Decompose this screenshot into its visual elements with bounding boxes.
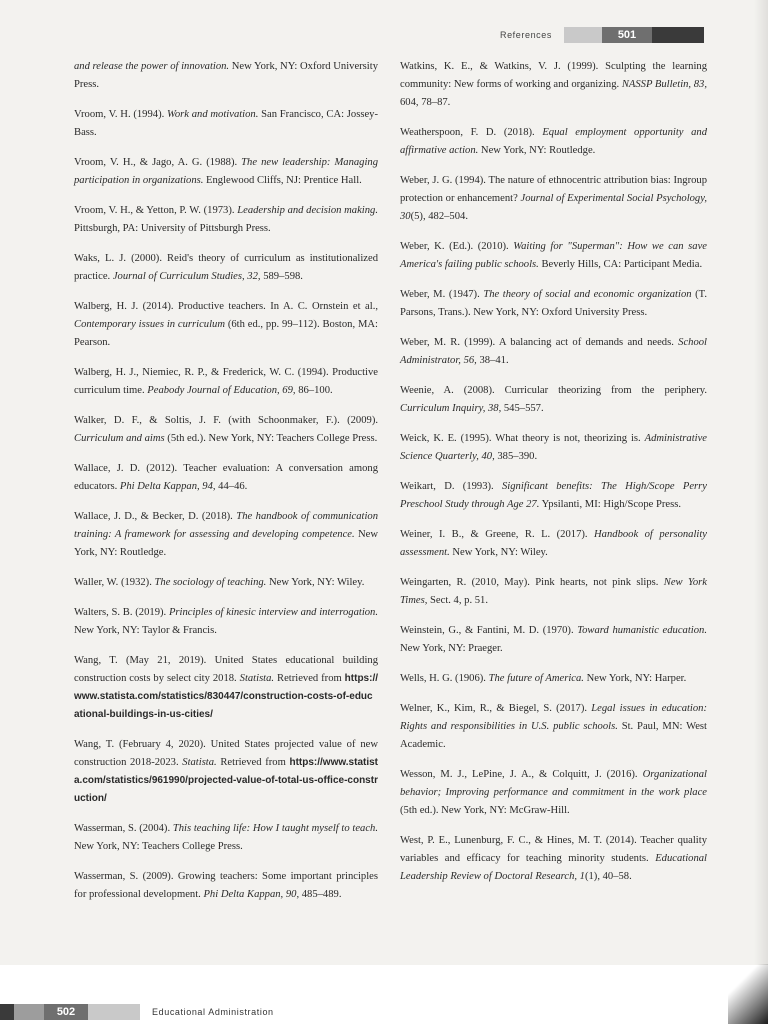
reference-entry [400, 238, 707, 274]
reference-entry [400, 334, 707, 370]
reference-text: 485–489. [299, 889, 342, 900]
reference-title: Journal of Curriculum Studies, 32, [112, 271, 261, 282]
running-footer [0, 1004, 768, 1020]
reference-text: Weiner, I. B., & Greene, R. L. (2017). [400, 529, 595, 540]
reference-entry [74, 106, 378, 142]
references-left-column [74, 58, 378, 916]
reference-text: Wells, H. G. (1906). [400, 673, 489, 684]
reference-text: Weber, M. (1947). [400, 289, 484, 300]
reference-title: School Administrator, 56, [400, 337, 707, 366]
reference-text: Englewood Cliffs, NJ: Prentice Hall. [203, 175, 362, 186]
reference-entry [74, 652, 378, 724]
reference-text: Wallace, J. D., & Becker, D. (2018). [74, 511, 237, 522]
reference-title: Educational Leadership Review of Doctoral Research, 1 [400, 853, 707, 882]
reference-entry [74, 154, 378, 190]
reference-entry [400, 574, 707, 610]
reference-text: Weber, M. R. (1999). A balancing act of demands and needs. [400, 337, 679, 348]
reference-title: Waiting for "Superman": How we can save America's failing public schools. [400, 241, 707, 270]
reference-text: Retrieved from [274, 673, 345, 684]
reference-title: The sociology of teaching. [154, 577, 267, 588]
reference-entry [74, 820, 378, 856]
reference-title: Legal issues in education: Rights and responsibilities in U.S. public schools. [400, 703, 708, 732]
reference-text: Watkins, K. E., & Watkins, V. J. (1999). Sculpting the learning community: New forms of working and organizing. [400, 61, 707, 90]
reference-entry [400, 430, 707, 466]
footer-decor-bar [14, 1004, 44, 1020]
reference-entry [400, 124, 707, 160]
reference-text: Weick, K. E. (1995). What theory is not, theorizing is. [400, 433, 645, 444]
reference-entry [400, 382, 707, 418]
reference-title: Equal employment opportunity and affirmative action. [400, 127, 707, 156]
reference-text: Weikart, D. (1993). [400, 481, 502, 492]
reference-entry [74, 604, 378, 640]
reference-entry [74, 460, 378, 496]
reference-entry [400, 622, 707, 658]
reference-text: 86–100. [295, 385, 333, 396]
reference-title: The theory of social and economic organization [483, 289, 692, 300]
reference-text: New York, NY: Oxford University Press. [74, 61, 378, 90]
reference-text: (T. Parsons, Trans.). New York, NY: Oxford University Press. [400, 289, 707, 318]
footer-page-number: 502 [44, 1004, 88, 1020]
reference-entry [400, 286, 707, 322]
reference-title: New York Times, [400, 577, 707, 606]
reference-title: Phi Delta Kappan, 90, [203, 889, 300, 900]
reference-entry [400, 700, 707, 754]
reference-title: Leadership and decision making. [237, 205, 378, 216]
reference-text: Beverly Hills, CA: Participant Media. [538, 259, 703, 270]
reference-title: Administrative Science Quarterly, 40, [400, 433, 707, 462]
reference-url: https://www.statista.com/statistics/961990/projected-value-of-total-us-office-construction/ [74, 757, 379, 804]
footer-decor-bar-light [88, 1004, 140, 1020]
reference-text: Weber, J. G. (1994). The nature of ethnocentric attribution bias: Ingroup protection or enhancement? [400, 175, 707, 204]
reference-text: St. Paul, MN: West Academic. [400, 721, 707, 750]
reference-text: New York, NY: Harper. [583, 673, 687, 684]
reference-text: (6th ed., pp. 99–112). Boston, MA: Pearson. [74, 319, 378, 348]
reference-entry [400, 766, 707, 820]
reference-title: Statista. [239, 673, 275, 684]
reference-text: Wang, T. (May 21, 2019). United States educational building construction costs by select city 2018. [74, 655, 378, 684]
reference-text: New York, NY: Routledge. [478, 145, 596, 156]
reference-text: (5), 482–504. [410, 211, 468, 222]
reference-text: Wesson, M. J., LePine, J. A., & Colquitt, J. (2016). [400, 769, 643, 780]
reference-text: Ypsilanti, MI: High/Scope Press. [539, 499, 682, 510]
reference-text: Wasserman, S. (2009). Growing teachers: Some important principles for professional development. [74, 871, 378, 900]
reference-entry [400, 478, 707, 514]
reference-title: Principles of kinesic interview and interrogation. [168, 607, 379, 618]
reference-title: Peabody Journal of Education, 69, [147, 385, 296, 396]
reference-entry [400, 58, 707, 112]
reference-text: Weingarten, R. (2010, May). Pink hearts, not pink slips. [400, 577, 664, 588]
reference-entry [74, 364, 378, 400]
reference-text: Sect. 4, p. 51. [427, 595, 488, 606]
reference-text: New York, NY: Taylor & Francis. [74, 625, 217, 636]
reference-title: The new leadership: Managing participation in organizations. [74, 157, 378, 186]
reference-text: 589–598. [260, 271, 303, 282]
reference-text: New York, NY: Wiley. [449, 547, 548, 558]
reference-title: Curriculum Inquiry, 38, [400, 403, 502, 414]
reference-entry [74, 574, 378, 592]
page-edge-shadow [754, 0, 768, 1024]
reference-text: 44–46. [215, 481, 248, 492]
reference-title: Work and motivation. [167, 109, 259, 120]
reference-title: NASSP Bulletin, 83, [621, 79, 707, 90]
reference-text: Weber, K. (Ed.). (2010). [400, 241, 514, 252]
header-decor-bar-dark [652, 27, 704, 43]
reference-text: San Francisco, CA: Jossey-Bass. [74, 109, 379, 138]
reference-text: Vroom, V. H., & Jago, A. G. (1988). [74, 157, 242, 168]
reference-title: Contemporary issues in curriculum [74, 319, 225, 330]
reference-text: Wallace, J. D. (2012). Teacher evaluation: A conversation among educators. [74, 463, 378, 492]
reference-text: Walker, D. F., & Soltis, J. F. (with Schoonmaker, F.). (2009). [74, 415, 378, 426]
header-section-label: References [499, 30, 552, 40]
reference-text: Waller, W. (1932). [74, 577, 155, 588]
reference-text: Pittsburgh, PA: University of Pittsburgh Press. [74, 223, 271, 234]
reference-title: Journal of Experimental Social Psychology, 30 [400, 193, 707, 222]
reference-title: Phi Delta Kappan, 94, [119, 481, 216, 492]
reference-text: (5th ed.). New York, NY: Teachers College Press. [164, 433, 378, 444]
reference-title: The future of America. [488, 673, 584, 684]
reference-title: This teaching life: How I taught myself to teach. [172, 823, 378, 834]
reference-text: Walberg, H. J., Niemiec, R. P., & Frederick, W. C. (1994). Productive curriculum time. [74, 367, 378, 396]
running-header [500, 26, 704, 44]
reference-title: Curriculum and aims [74, 433, 165, 444]
reference-title: The handbook of communication training: A framework for assessing and developing competence. [74, 511, 378, 540]
reference-text: Walberg, H. J. (2014). Productive teachers. In A. C. Ornstein et al., [74, 301, 378, 312]
reference-entry [74, 508, 378, 562]
reference-title: Significant benefits: The High/Scope Perry Preschool Study through Age 27. [400, 481, 707, 510]
reference-title: and release the power of innovation. [74, 61, 230, 72]
footer-book-title: Educational Administration [152, 1007, 274, 1017]
footer-decor-bar-dark [0, 1004, 14, 1020]
reference-text: Wang, T. (February 4, 2020). United States projected value of new construction 2018-2023. [74, 739, 378, 768]
reference-title: Statista. [182, 757, 217, 768]
reference-text: Weatherspoon, F. D. (2018). [400, 127, 543, 138]
reference-text: (1), 40–58. [584, 871, 632, 882]
reference-url: https://www.statista.com/statistics/830447/construction-costs-of-educational-buildings-in-us-cities/ [74, 673, 378, 720]
reference-entry [400, 832, 707, 886]
reference-text: New York, NY: Praeger. [400, 643, 503, 654]
header-decor-bar [564, 27, 602, 43]
reference-entry [74, 250, 378, 286]
reference-entry [74, 298, 378, 352]
reference-entry [74, 412, 378, 448]
reference-text: Vroom, V. H. (1994). [74, 109, 168, 120]
reference-text: Weinstein, G., & Fantini, M. D. (1970). [400, 625, 578, 636]
reference-text: Welner, K., Kim, R., & Biegel, S. (2017). [400, 703, 592, 714]
references-right-column [400, 58, 707, 898]
reference-text: New York, NY: Routledge. [74, 529, 378, 558]
reference-text: New York, NY: Teachers College Press. [74, 841, 243, 852]
reference-text: (5th ed.). New York, NY: McGraw-Hill. [400, 805, 570, 816]
reference-entry [400, 172, 707, 226]
reference-text: New York, NY: Wiley. [266, 577, 365, 588]
reference-title: Handbook of personality assessment. [400, 529, 708, 558]
reference-text: 545–557. [501, 403, 544, 414]
reference-text: Walters, S. B. (2019). [74, 607, 169, 618]
reference-text: Wasserman, S. (2004). [74, 823, 173, 834]
reference-text: 604, 78–87. [400, 97, 451, 108]
reference-title: Organizational behavior; Improving performance and commitment in the work place [400, 769, 707, 798]
reference-entry [74, 58, 378, 94]
reference-entry [400, 526, 707, 562]
reference-text: Weenie, A. (2008). Curricular theorizing from the periphery. [400, 385, 707, 396]
reference-text: Vroom, V. H., & Yetton, P. W. (1973). [74, 205, 238, 216]
reference-entry [400, 670, 707, 688]
reference-entry [74, 868, 378, 904]
reference-text: Retrieved from [216, 757, 290, 768]
reference-entry [74, 736, 378, 808]
reference-title: Toward humanistic education. [577, 625, 707, 636]
reference-text: 385–390. [494, 451, 538, 462]
reference-text: West, P. E., Lunenburg, F. C., & Hines, M. T. (2014). Teacher quality variables and efficacy for teaching minority students. [400, 835, 707, 864]
header-page-number: 501 [602, 27, 652, 43]
reference-entry [74, 202, 378, 238]
reference-text: Waks, L. J. (2000). Reid's theory of curriculum as institutionalized practice. [74, 253, 378, 282]
reference-text: 38–41. [476, 355, 509, 366]
